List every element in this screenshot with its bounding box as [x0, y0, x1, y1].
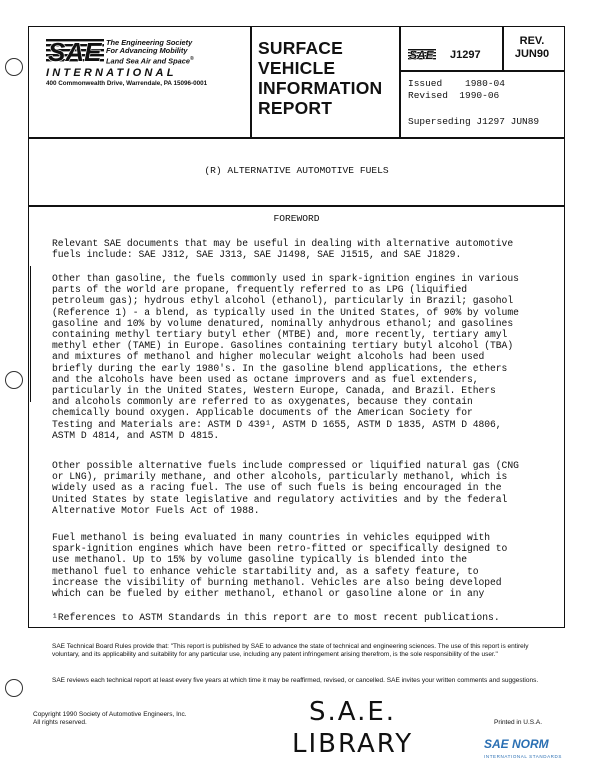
org-address: 400 Commonwealth Drive, Warrendale, PA 15096-0001: [46, 80, 208, 87]
report-type-line-1: SURFACE: [258, 38, 344, 58]
sae-small-logo-icon: [408, 47, 436, 61]
sae-logo-letters: SAE: [48, 37, 102, 67]
issue-dates: [408, 78, 505, 102]
issued-date: Issued 1980-04: [408, 78, 505, 89]
revised-date: Revised 1990-06: [408, 90, 500, 101]
international-label: INTERNATIONAL: [46, 67, 177, 79]
paragraph-1: Relevant SAE documents that may be useful in dealing with alternative automotive fuels include: SAE J312, SAE J313, SAE J1498, SAE J1515, and SAE J1829.: [52, 238, 514, 261]
header-col-divider-2: [399, 26, 401, 138]
revision-block: [505, 35, 559, 61]
printed-in: Printed in U.S.A.: [494, 719, 543, 726]
footnote: ¹References to ASTM Standards in this report are to most recent publications.: [52, 612, 500, 623]
header-col-divider-3: [502, 26, 504, 70]
document-title: (R) ALTERNATIVE AUTOMOTIVE FUELS: [204, 165, 389, 176]
header-divider: [28, 137, 565, 139]
punch-hole-bottom: [5, 679, 23, 697]
stamp-line-1: S.A.E.: [309, 697, 397, 727]
library-stamp: [292, 696, 413, 760]
superseding-note: Superseding J1297 JUN89: [408, 116, 540, 127]
revision-label: REV.: [519, 35, 545, 47]
code-divider: [399, 70, 565, 72]
header-col-divider-1: [250, 26, 252, 138]
title-divider: [28, 205, 565, 207]
revision-date: JUN90: [514, 48, 550, 60]
sae-norm-subtitle: INTERNATIONAL STANDARDS: [484, 754, 562, 759]
paragraph-4: Fuel methanol is being evaluated in many countries in vehicles equipped with spark-ignition engines which have been retro-fitted or specifically designed to use methanol. Up to 15% by volume gasoline typically is blended into the methanol fuel to enhance vehicle startability and, as a safety feature, to increase the visibility of burning methanol. Vehicles are also being developed which can be fueled by either methanol, ethanol or gasoline alone or in any: [52, 532, 508, 600]
technical-board-rules: SAE Technical Board Rules provide that: "This report is published by SAE to advance the state of technical and engineering sciences. The use of this report is entirely voluntary, and its applicability and suitability for any particular use, including any patent infringement arising therefrom, is the sole responsibility of the user.": [52, 643, 529, 658]
foreword-heading: FOREWORD: [273, 213, 320, 224]
report-type: [258, 38, 382, 118]
report-type-line-3: INFORMATION: [258, 78, 383, 98]
punch-hole-middle: [5, 371, 23, 389]
sae-norm-watermark: SAE NORM: [484, 737, 549, 751]
paragraph-2: Other than gasoline, the fuels commonly used in spark-ignition engines in various parts of the world are propane, frequently referred to as LPG (liquified petroleum gas); hydrous ethyl alcohol (ethanol), particularly in Brazil; gasohol (Reference 1) - a blend, as typically used in the United States, of 90% by volume gasoline and 10% by volume denatured, nominally anhydrous ethanol; and gasolines containing methyl tertiary butyl ether (MTBE) and, more recently, tertiary amyl methyl ether (TAME) in Europe. Gasolines containing tertiary butyl alcohol (TBA) and mixtures of methanol and higher molecular weight alcohols had been used briefly during the early 1980's. In the gasoline blend applications, the ethers and the alcohols have been used as octane improvers and as fuel extenders, particularly in the United States, Western Europe, Canada, and Brazil. Ethers and alcohols commonly are referred to as oxygenates, because they contain chemically bound oxygen. Applicable documents of the American Society for Testing and Materials are: ASTM D 439¹, ASTM D 1655, ASTM D 1835, ASTM D 4806, ASTM D 4814, and ASTM D 4815.: [52, 273, 519, 441]
copyright: Copyright 1990 Society of Automotive Engineers, Inc. All rights reserved.: [33, 711, 187, 726]
punch-hole-top: [5, 58, 23, 76]
review-notice: SAE reviews each technical report at least every five years at which time it may be reaffirmed, revised, or cancelled. SAE invites your written comments and suggestions.: [52, 677, 539, 684]
revision-bar: [30, 266, 43, 402]
report-type-line-2: VEHICLE: [258, 58, 336, 78]
stamp-line-2: LIBRARY: [292, 729, 414, 759]
org-line-2: For Advancing Mobility: [106, 46, 188, 55]
org-tagline: [106, 39, 194, 65]
registered-mark: ®: [189, 56, 194, 62]
paragraph-3: Other possible alternative fuels include compressed or liquified natural gas (CNG or LNG), primarily methane, and other alcohols, particularly methanol, which is widely used as a racing fuel. The use of such fuels is being encouraged in the United States by state legislative and regulatory activities and by the federal Alternative Motor Fuels Act of 1988.: [52, 460, 519, 516]
sae-small-logo-letters: SAE: [409, 48, 434, 61]
report-type-line-4: REPORT: [258, 98, 333, 118]
document-code: J1297: [450, 49, 481, 61]
org-line-1: The Engineering Society: [106, 38, 193, 47]
org-line-3: Land Sea Air and Space: [106, 56, 190, 66]
sae-logo-icon: [44, 36, 106, 68]
